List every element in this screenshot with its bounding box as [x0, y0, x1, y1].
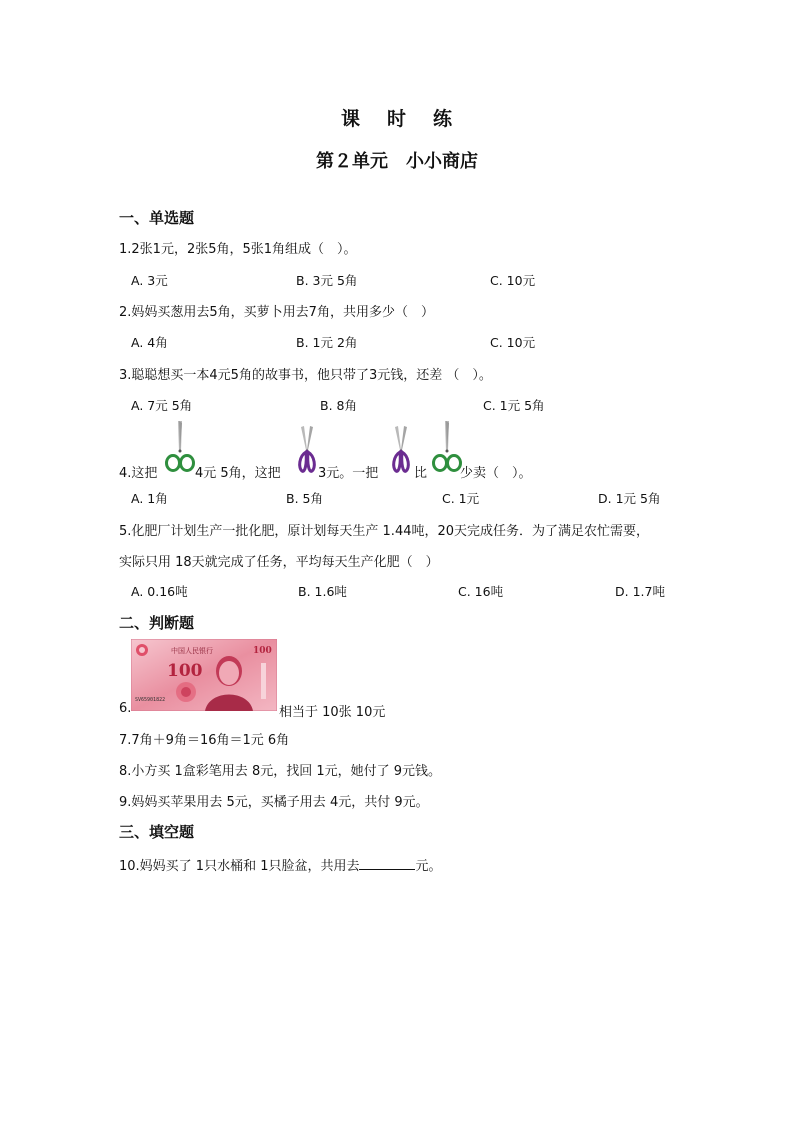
question-8: 8.小方买 1盒彩笔用去 8元，找回 1元，她付了 9元钱。 — [119, 764, 442, 779]
question-7: 7.7角＋9角＝16角＝1元 6角 — [119, 733, 290, 748]
q5-option-a[interactable]: A. 0.16吨 — [131, 584, 188, 599]
q5-option-d[interactable]: D. 1.7吨 — [615, 584, 665, 599]
q10-answer-blank[interactable] — [359, 857, 415, 870]
q4-text-3: 3元。一把 — [318, 466, 379, 481]
page-subtitle: 第２单元 小小商店 — [316, 151, 478, 172]
green-scissors-icon — [165, 419, 195, 475]
q10-text-2: 元。 — [415, 859, 442, 874]
banknote-100-image — [131, 639, 277, 711]
q1-option-b[interactable]: B. 3元 5角 — [296, 273, 358, 288]
q6-number: 6. — [119, 701, 132, 716]
question-1: 1.2张1元，2张5角，5张1角组成（ ）。 — [119, 242, 357, 257]
title-char-3: 练 — [433, 108, 454, 130]
question-3: 3.聪聪想买一本4元5角的故事书，他只带了3元钱，还差 （ ）。 — [119, 368, 492, 383]
q5-option-c[interactable]: C. 16吨 — [458, 584, 504, 599]
section-fill-blank: 三、填空题 — [119, 823, 195, 841]
q3-option-a[interactable]: A. 7元 5角 — [131, 398, 193, 413]
green-scissors-icon-2 — [432, 419, 462, 475]
question-9: 9.妈妈买苹果用去 5元，买橘子用去 4元，共付 9元。 — [119, 795, 429, 810]
banknote-value-large: 100 — [167, 661, 203, 681]
purple-scissors-icon-2 — [390, 424, 412, 476]
q4-option-b[interactable]: B. 5角 — [286, 491, 323, 506]
q4-option-c[interactable]: C. 1元 — [442, 491, 480, 506]
purple-scissors-icon — [296, 424, 318, 476]
q2-option-a[interactable]: A. 4角 — [131, 335, 168, 350]
page-title — [0, 104, 794, 131]
q4-option-a[interactable]: A. 1角 — [131, 491, 168, 506]
title-char-1: 课 — [340, 108, 361, 130]
question-5-line-2: 实际只用 18天就完成了任务，平均每天生产化肥（ ） — [119, 555, 439, 570]
q4-text-4: 比 — [414, 466, 428, 481]
q2-option-b[interactable]: B. 1元 2角 — [296, 335, 358, 350]
question-10 — [119, 855, 442, 874]
q4-option-d[interactable]: D. 1元 5角 — [598, 491, 661, 506]
question-2: 2.妈妈买葱用去5角，买萝卜用去7角，共用多少（ ） — [119, 305, 434, 320]
q1-option-c[interactable]: C. 10元 — [490, 273, 536, 288]
q3-option-c[interactable]: C. 1元 5角 — [483, 398, 545, 413]
q2-option-c[interactable]: C. 10元 — [490, 335, 536, 350]
q3-option-b[interactable]: B. 8角 — [320, 398, 357, 413]
q1-option-a[interactable]: A. 3元 — [131, 273, 168, 288]
banknote-value-small: 100 — [253, 646, 272, 656]
q5-option-b[interactable]: B. 1.6吨 — [298, 584, 347, 599]
q4-text-5: 少卖（ ）。 — [460, 466, 532, 481]
q4-text-1: 4.这把 — [119, 466, 158, 481]
section-true-false: 二、判断题 — [119, 614, 195, 632]
section-single-choice: 一、单选题 — [119, 209, 195, 227]
q4-text-2: 4元 5角，这把 — [195, 466, 281, 481]
question-6: 相当于 10张 10元 — [279, 705, 386, 720]
question-5-line-1: 5.化肥厂计划生产一批化肥，原计划每天生产 1.44吨，20天完成任务．为了满足农忙需要， — [119, 524, 650, 539]
q10-text-1: 10.妈妈买了 1只水桶和 1只脸盆，共用去 — [119, 859, 360, 874]
title-char-2: 时 — [386, 108, 407, 130]
banknote-header: 中国人民银行 — [171, 647, 213, 655]
banknote-serial: SV65901822 — [135, 697, 166, 703]
